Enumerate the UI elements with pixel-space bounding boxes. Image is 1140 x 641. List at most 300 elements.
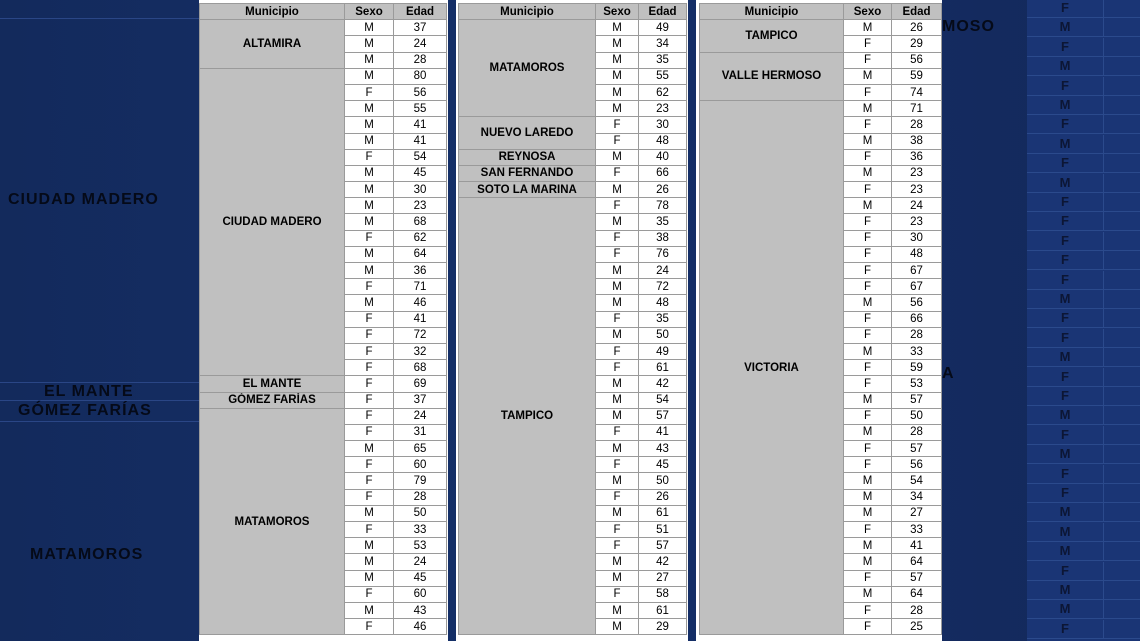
- sexo-cell: F: [844, 214, 892, 230]
- background-cell-empty: [1104, 581, 1140, 600]
- sexo-cell: F: [345, 408, 394, 424]
- edad-cell: 35: [639, 52, 687, 68]
- sexo-cell: F: [596, 538, 639, 554]
- sexo-cell: F: [345, 424, 394, 440]
- sexo-cell: M: [345, 505, 394, 521]
- background-cell-empty: [1104, 406, 1140, 425]
- edad-cell: 57: [892, 570, 942, 586]
- edad-cell: 24: [394, 36, 447, 52]
- edad-cell: 35: [639, 214, 687, 230]
- sexo-cell: M: [596, 295, 639, 311]
- edad-cell: 64: [892, 554, 942, 570]
- background-label-gomez-farias: GÓMEZ FARÍAS: [18, 402, 152, 419]
- sexo-cell: M: [596, 327, 639, 343]
- edad-cell: 50: [639, 327, 687, 343]
- background-label-matamoros: MATAMOROS: [30, 546, 144, 563]
- sexo-cell: F: [844, 117, 892, 133]
- edad-cell: 28: [892, 602, 942, 618]
- sexo-cell: M: [596, 263, 639, 279]
- sexo-cell: M: [844, 424, 892, 440]
- edad-cell: 66: [892, 311, 942, 327]
- background-cell-empty: [1104, 193, 1140, 212]
- sexo-cell: M: [345, 165, 394, 181]
- background-cell-empty: [1104, 232, 1140, 251]
- sexo-cell: F: [596, 198, 639, 214]
- sexo-cell: M: [844, 392, 892, 408]
- edad-cell: 46: [394, 619, 447, 635]
- edad-cell: 60: [394, 586, 447, 602]
- background-cell: F: [1027, 232, 1104, 251]
- edad-cell: 49: [639, 20, 687, 36]
- table-row: [459, 198, 687, 214]
- background-cell: M: [1027, 581, 1104, 600]
- edad-cell: 26: [639, 182, 687, 198]
- edad-cell: 48: [892, 246, 942, 262]
- background-divider: [0, 421, 200, 422]
- sexo-cell: M: [844, 586, 892, 602]
- edad-cell: 29: [892, 36, 942, 52]
- sexo-cell: M: [596, 84, 639, 100]
- sexo-cell: M: [844, 133, 892, 149]
- edad-cell: 57: [892, 441, 942, 457]
- sexo-cell: M: [345, 117, 394, 133]
- sexo-cell: M: [844, 554, 892, 570]
- background-divider: [0, 18, 200, 19]
- edad-cell: 61: [639, 505, 687, 521]
- sexo-cell: M: [345, 554, 394, 570]
- edad-cell: 57: [639, 538, 687, 554]
- background-cell-empty: [1104, 38, 1140, 57]
- table-row: [700, 101, 942, 117]
- background-cell: F: [1027, 562, 1104, 581]
- sexo-cell: F: [596, 489, 639, 505]
- header-edad: Edad: [394, 4, 447, 20]
- edad-cell: 45: [394, 165, 447, 181]
- edad-cell: 42: [639, 376, 687, 392]
- sexo-cell: F: [596, 246, 639, 262]
- edad-cell: 64: [892, 586, 942, 602]
- background-cell: F: [1027, 115, 1104, 134]
- edad-cell: 23: [892, 165, 942, 181]
- edad-cell: 24: [394, 408, 447, 424]
- municipio-cell: CIUDAD MADERO: [200, 68, 345, 376]
- background-cell-empty: [1104, 271, 1140, 290]
- background-cell: M: [1027, 57, 1104, 76]
- header-edad: Edad: [639, 4, 687, 20]
- header-sexo: Sexo: [596, 4, 639, 20]
- sexo-cell: M: [345, 295, 394, 311]
- header-municipio: Municipio: [200, 4, 345, 20]
- sexo-cell: M: [345, 52, 394, 68]
- sexo-cell: F: [844, 84, 892, 100]
- sexo-cell: M: [345, 602, 394, 618]
- edad-cell: 55: [394, 101, 447, 117]
- background-cell: M: [1027, 600, 1104, 619]
- background-cell-empty: [1104, 135, 1140, 154]
- sexo-cell: F: [345, 586, 394, 602]
- table-row: [700, 52, 942, 68]
- table-row: [200, 376, 447, 392]
- sexo-cell: M: [596, 279, 639, 295]
- table-row: [459, 182, 687, 198]
- background-cell: M: [1027, 445, 1104, 464]
- sexo-cell: F: [844, 522, 892, 538]
- edad-cell: 24: [892, 198, 942, 214]
- sexo-cell: F: [596, 360, 639, 376]
- sexo-cell: F: [596, 343, 639, 359]
- sexo-cell: F: [844, 36, 892, 52]
- edad-cell: 24: [394, 554, 447, 570]
- sexo-cell: M: [844, 20, 892, 36]
- table-row: [459, 20, 687, 36]
- edad-cell: 31: [394, 424, 447, 440]
- edad-cell: 71: [394, 279, 447, 295]
- edad-cell: 27: [639, 570, 687, 586]
- background-cell: M: [1027, 503, 1104, 522]
- sexo-cell: M: [596, 376, 639, 392]
- sexo-cell: F: [844, 311, 892, 327]
- sexo-cell: F: [596, 311, 639, 327]
- background-cell: F: [1027, 193, 1104, 212]
- edad-cell: 56: [892, 457, 942, 473]
- header-sexo: Sexo: [844, 4, 892, 20]
- background-cell: F: [1027, 426, 1104, 445]
- background-cell: F: [1027, 329, 1104, 348]
- edad-cell: 72: [394, 327, 447, 343]
- background-cell: F: [1027, 271, 1104, 290]
- sexo-cell: M: [844, 343, 892, 359]
- edad-cell: 54: [394, 149, 447, 165]
- edad-cell: 41: [892, 538, 942, 554]
- background-cell-empty: [1104, 96, 1140, 115]
- table-row: [200, 392, 447, 408]
- municipio-cell: TAMPICO: [459, 198, 596, 635]
- edad-cell: 53: [394, 538, 447, 554]
- sexo-cell: M: [596, 554, 639, 570]
- background-cell-empty: [1104, 620, 1140, 639]
- edad-cell: 50: [394, 505, 447, 521]
- sexo-cell: M: [345, 198, 394, 214]
- edad-cell: 78: [639, 198, 687, 214]
- edad-cell: 29: [639, 619, 687, 635]
- municipio-cell: SOTO LA MARINA: [459, 182, 596, 198]
- sexo-cell: M: [596, 392, 639, 408]
- edad-cell: 48: [639, 295, 687, 311]
- edad-cell: 28: [394, 489, 447, 505]
- sexo-cell: F: [345, 376, 394, 392]
- background-cell-empty: [1104, 465, 1140, 484]
- edad-cell: 68: [394, 214, 447, 230]
- background-cell: M: [1027, 406, 1104, 425]
- sexo-cell: M: [596, 473, 639, 489]
- sexo-cell: M: [596, 101, 639, 117]
- edad-cell: 37: [394, 20, 447, 36]
- edad-cell: 37: [394, 392, 447, 408]
- background-cell-empty: [1104, 309, 1140, 328]
- edad-cell: 69: [394, 376, 447, 392]
- background-cell-empty: [1104, 426, 1140, 445]
- header-row: [700, 4, 942, 20]
- sexo-cell: M: [596, 441, 639, 457]
- sexo-cell: M: [844, 295, 892, 311]
- background-spreadsheet-column: [1027, 0, 1140, 641]
- table-row: [459, 149, 687, 165]
- sexo-cell: F: [844, 246, 892, 262]
- sexo-cell: F: [596, 230, 639, 246]
- edad-cell: 74: [892, 84, 942, 100]
- municipio-cell: MATAMOROS: [200, 408, 345, 635]
- edad-cell: 67: [892, 279, 942, 295]
- edad-cell: 34: [639, 36, 687, 52]
- sexo-cell: F: [345, 327, 394, 343]
- edad-cell: 50: [892, 408, 942, 424]
- edad-cell: 56: [394, 84, 447, 100]
- municipio-cell: NUEVO LAREDO: [459, 117, 596, 149]
- background-label-el-mante: EL MANTE: [44, 383, 134, 400]
- sexo-cell: M: [345, 570, 394, 586]
- edad-cell: 80: [394, 68, 447, 84]
- sexo-cell: F: [844, 149, 892, 165]
- sexo-cell: F: [844, 182, 892, 198]
- edad-cell: 23: [892, 214, 942, 230]
- data-table-2: [458, 3, 687, 635]
- table-row: [200, 408, 447, 424]
- background-cell-empty: [1104, 368, 1140, 387]
- table-panel-2: [456, 0, 688, 641]
- sexo-cell: M: [345, 441, 394, 457]
- municipio-cell: EL MANTE: [200, 376, 345, 392]
- table-row: [200, 68, 447, 84]
- background-cell: F: [1027, 368, 1104, 387]
- sexo-cell: M: [596, 68, 639, 84]
- background-cell-empty: [1104, 484, 1140, 503]
- sexo-cell: F: [844, 441, 892, 457]
- edad-cell: 28: [892, 327, 942, 343]
- sexo-cell: M: [596, 149, 639, 165]
- edad-cell: 38: [639, 230, 687, 246]
- edad-cell: 38: [892, 133, 942, 149]
- municipio-cell: MATAMOROS: [459, 20, 596, 117]
- sexo-cell: M: [596, 505, 639, 521]
- background-cell-empty: [1104, 387, 1140, 406]
- sexo-cell: M: [345, 263, 394, 279]
- edad-cell: 26: [639, 489, 687, 505]
- edad-cell: 28: [892, 117, 942, 133]
- edad-cell: 76: [639, 246, 687, 262]
- edad-cell: 64: [394, 246, 447, 262]
- edad-cell: 34: [892, 489, 942, 505]
- edad-cell: 62: [639, 84, 687, 100]
- background-cell: M: [1027, 18, 1104, 37]
- sexo-cell: F: [596, 457, 639, 473]
- sexo-cell: F: [844, 52, 892, 68]
- sexo-cell: M: [345, 36, 394, 52]
- edad-cell: 43: [394, 602, 447, 618]
- background-label-partial: A: [942, 365, 955, 382]
- edad-cell: 36: [394, 263, 447, 279]
- sexo-cell: F: [844, 279, 892, 295]
- edad-cell: 48: [639, 133, 687, 149]
- sexo-cell: F: [844, 263, 892, 279]
- edad-cell: 41: [394, 117, 447, 133]
- sexo-cell: M: [844, 198, 892, 214]
- background-cell: F: [1027, 154, 1104, 173]
- background-cell-empty: [1104, 251, 1140, 270]
- edad-cell: 33: [892, 343, 942, 359]
- edad-cell: 26: [892, 20, 942, 36]
- edad-cell: 56: [892, 295, 942, 311]
- edad-cell: 54: [892, 473, 942, 489]
- edad-cell: 33: [892, 522, 942, 538]
- sexo-cell: F: [345, 473, 394, 489]
- sexo-cell: F: [844, 619, 892, 635]
- edad-cell: 33: [394, 522, 447, 538]
- table-row: [459, 117, 687, 133]
- sexo-cell: F: [345, 522, 394, 538]
- sexo-cell: M: [596, 408, 639, 424]
- edad-cell: 45: [639, 457, 687, 473]
- background-cell-empty: [1104, 523, 1140, 542]
- edad-cell: 68: [394, 360, 447, 376]
- edad-cell: 50: [639, 473, 687, 489]
- background-cell-empty: [1104, 290, 1140, 309]
- edad-cell: 41: [639, 424, 687, 440]
- sexo-cell: M: [345, 538, 394, 554]
- sexo-cell: M: [596, 36, 639, 52]
- municipio-cell: VICTORIA: [700, 101, 844, 635]
- sexo-cell: F: [345, 230, 394, 246]
- sexo-cell: F: [345, 84, 394, 100]
- sexo-cell: M: [596, 182, 639, 198]
- background-cell: M: [1027, 348, 1104, 367]
- header-edad: Edad: [892, 4, 942, 20]
- edad-cell: 40: [639, 149, 687, 165]
- background-cell: F: [1027, 38, 1104, 57]
- edad-cell: 57: [639, 408, 687, 424]
- sexo-cell: F: [345, 311, 394, 327]
- edad-cell: 23: [892, 182, 942, 198]
- sexo-cell: M: [345, 246, 394, 262]
- sexo-cell: M: [844, 489, 892, 505]
- sexo-cell: M: [844, 505, 892, 521]
- municipio-cell: GÓMEZ FARÍAS: [200, 392, 345, 408]
- background-cell-empty: [1104, 77, 1140, 96]
- edad-cell: 53: [892, 376, 942, 392]
- header-row: [200, 4, 447, 20]
- edad-cell: 28: [394, 52, 447, 68]
- sexo-cell: F: [844, 408, 892, 424]
- edad-cell: 41: [394, 311, 447, 327]
- background-cell: F: [1027, 77, 1104, 96]
- table-row: [459, 165, 687, 181]
- sexo-cell: M: [844, 165, 892, 181]
- edad-cell: 66: [639, 165, 687, 181]
- edad-cell: 71: [892, 101, 942, 117]
- background-cell: F: [1027, 387, 1104, 406]
- sexo-cell: M: [345, 214, 394, 230]
- table-row: [700, 20, 942, 36]
- edad-cell: 67: [892, 263, 942, 279]
- edad-cell: 65: [394, 441, 447, 457]
- sexo-cell: M: [345, 20, 394, 36]
- background-cell: F: [1027, 620, 1104, 639]
- sexo-cell: F: [345, 392, 394, 408]
- sexo-cell: F: [345, 619, 394, 635]
- sexo-cell: F: [345, 489, 394, 505]
- header-row: [459, 4, 687, 20]
- edad-cell: 62: [394, 230, 447, 246]
- edad-cell: 59: [892, 360, 942, 376]
- sexo-cell: M: [596, 619, 639, 635]
- edad-cell: 57: [892, 392, 942, 408]
- header-municipio: Municipio: [700, 4, 844, 20]
- edad-cell: 61: [639, 360, 687, 376]
- data-table-1: [199, 3, 447, 635]
- edad-cell: 28: [892, 424, 942, 440]
- background-cell-empty: [1104, 348, 1140, 367]
- sexo-cell: F: [844, 230, 892, 246]
- data-table-3: [699, 3, 942, 635]
- background-cell-empty: [1104, 174, 1140, 193]
- edad-cell: 35: [639, 311, 687, 327]
- header-sexo: Sexo: [345, 4, 394, 20]
- background-cell-empty: [1104, 212, 1140, 231]
- edad-cell: 49: [639, 343, 687, 359]
- background-cell-empty: [1104, 562, 1140, 581]
- sexo-cell: M: [844, 538, 892, 554]
- background-cell-empty: [1104, 445, 1140, 464]
- background-cell: M: [1027, 174, 1104, 193]
- sexo-cell: M: [844, 68, 892, 84]
- edad-cell: 79: [394, 473, 447, 489]
- sexo-cell: M: [596, 214, 639, 230]
- sexo-cell: F: [844, 570, 892, 586]
- edad-cell: 36: [892, 149, 942, 165]
- sexo-cell: F: [844, 327, 892, 343]
- edad-cell: 54: [639, 392, 687, 408]
- sexo-cell: F: [844, 376, 892, 392]
- edad-cell: 27: [892, 505, 942, 521]
- sexo-cell: M: [596, 52, 639, 68]
- header-municipio: Municipio: [459, 4, 596, 20]
- sexo-cell: M: [345, 68, 394, 84]
- sexo-cell: M: [345, 101, 394, 117]
- municipio-cell: SAN FERNANDO: [459, 165, 596, 181]
- background-cell-empty: [1104, 154, 1140, 173]
- sexo-cell: F: [596, 133, 639, 149]
- edad-cell: 55: [639, 68, 687, 84]
- sexo-cell: F: [596, 165, 639, 181]
- sexo-cell: F: [844, 360, 892, 376]
- edad-cell: 30: [394, 182, 447, 198]
- background-cell-empty: [1104, 57, 1140, 76]
- sexo-cell: F: [844, 457, 892, 473]
- edad-cell: 58: [639, 586, 687, 602]
- background-cell-empty: [1104, 0, 1140, 18]
- edad-cell: 51: [639, 522, 687, 538]
- edad-cell: 61: [639, 602, 687, 618]
- background-cell-empty: [1104, 600, 1140, 619]
- background-cell: F: [1027, 309, 1104, 328]
- table-panel-3: [696, 0, 942, 641]
- sexo-cell: F: [596, 117, 639, 133]
- sexo-cell: F: [844, 602, 892, 618]
- sexo-cell: F: [345, 149, 394, 165]
- sexo-cell: M: [844, 101, 892, 117]
- background-cell: F: [1027, 251, 1104, 270]
- municipio-cell: VALLE HERMOSO: [700, 52, 844, 101]
- background-cell: M: [1027, 542, 1104, 561]
